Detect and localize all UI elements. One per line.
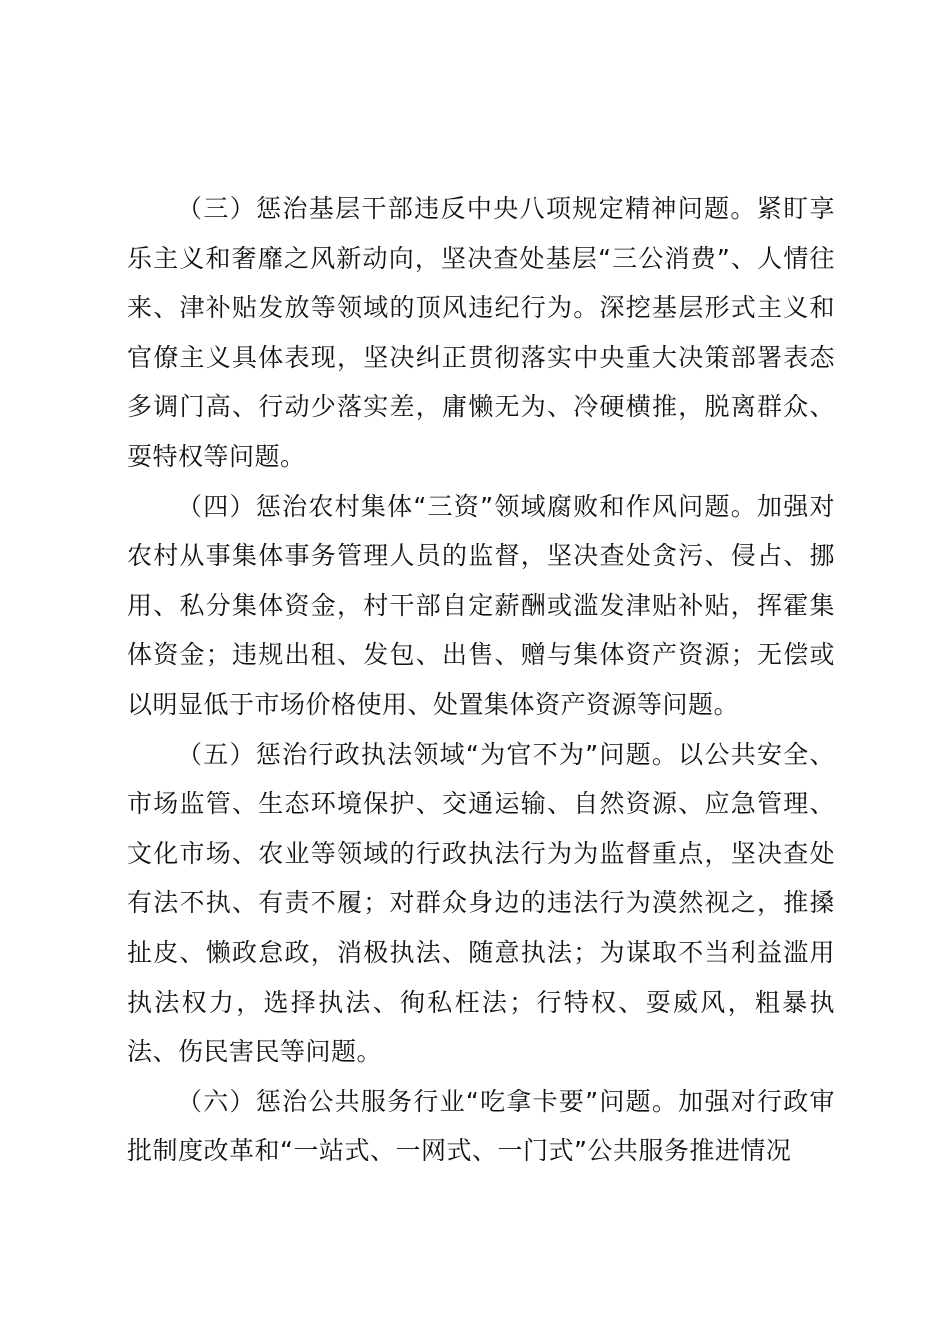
document-body [127, 184, 835, 1176]
paragraph-section-6: （六）惩治公共服务行业“吃拿卡要”问题。加强对行政审批制度改革和“一站式、一网式、一门式”公共服务推进情况 [127, 1086, 835, 1166]
paragraph-section-3: （三）惩治基层干部违反中央八项规定精神问题。紧盯享乐主义和奢靡之风新动向，坚决查处基层“三公消费”、人情往来、津补贴发放等领域的顶风违纪行为。深挖基层形式主义和官僚主义具体表现，坚决纠正贯彻落实中央重大决策部署表态多调门高、行动少落实差，庸懒无为、冷硬横推，脱离群众、耍特权等问题。 [127, 194, 835, 471]
paragraph-section-4: （四）惩治农村集体“三资”领域腐败和作风问题。加强对农村从事集体事务管理人员的监督，坚决查处贪污、侵占、挪用、私分集体资金，村干部自定薪酬或滥发津贴补贴，挥霍集体资金；违规出租、发包、出售、赠与集体资产资源；无偿或以明显低于市场价格使用、处置集体资产资源等问题。 [127, 491, 835, 719]
paragraph-section-5: （五）惩治行政执法领域“为官不为”问题。以公共安全、市场监管、生态环境保护、交通运输、自然资源、应急管理、文化市场、农业等领域的行政执法行为为监督重点，坚决查处有法不执、有责不履；对群众身边的违法行为漠然视之，推搡扯皮、懒政怠政，消极执法、随意执法；为谋取不当利益滥用执法权力，选择执法、徇私枉法；行特权、耍威风，粗暴执法、伤民害民等问题。 [127, 739, 835, 1067]
